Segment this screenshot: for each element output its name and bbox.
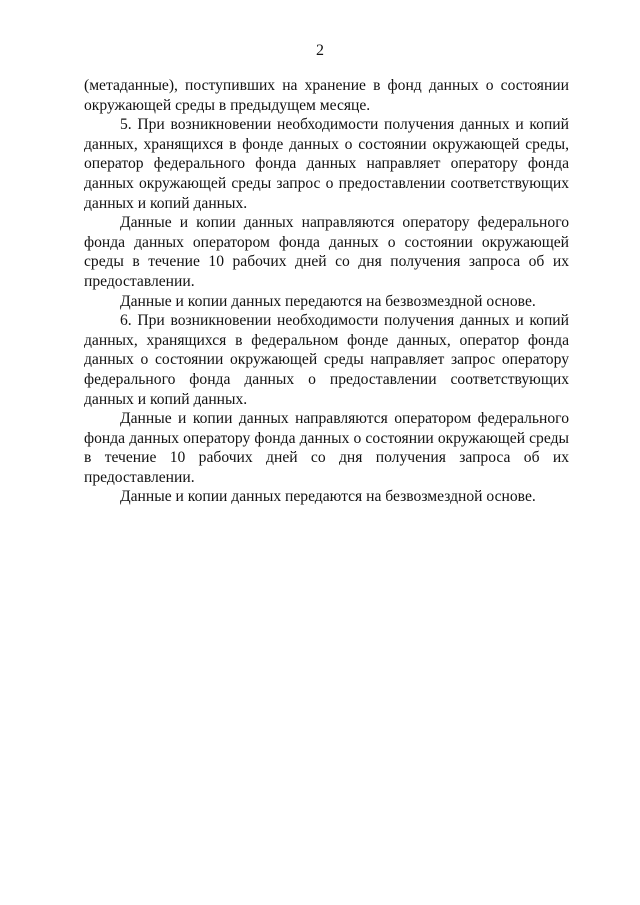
paragraph-continuation: (метаданные), поступивших на хранение в фонд данных о состоянии окружающей среды в предыдущем месяце. (84, 77, 569, 114)
paragraph-item-5: 5. При возникновении необходимости получения данных и копий данных, хранящихся в фонде данных о состоянии окружающей среды, оператор федерального фонда данных направляет оператору фонда данных окружающей среды запрос о предоставлении соответствующих данных и копий данных. (84, 116, 569, 212)
paragraph-item-6-free-of-charge: Данные и копии данных передаются на безвозмездной основе. (120, 488, 536, 506)
paragraph-item-5-delivery: Данные и копии данных направляются оператору федерального фонда данных оператором фонда данных о состоянии окружающей среды в течение 10 рабочих дней со дня получения запроса об их предоставлении. (84, 214, 569, 290)
paragraph-item-6: 6. При возникновении необходимости получения данных и копий данных, хранящихся в федеральном фонде данных, оператор фонда данных о состоянии окружающей среды направляет запрос оператору федерального фонда данных о предоставлении соответствующих данных и копий данных. (84, 312, 569, 408)
paragraph-item-6-delivery: Данные и копии данных направляются оператором федерального фонда данных оператору фонда данных о состоянии окружающей среды в течение 10 рабочих дней со дня получения запроса об их предоставлении. (84, 410, 569, 486)
document-body (84, 76, 569, 507)
page-number: 2 (316, 42, 324, 59)
paragraph-item-5-free-of-charge: Данные и копии данных передаются на безвозмездной основе. (120, 292, 536, 310)
